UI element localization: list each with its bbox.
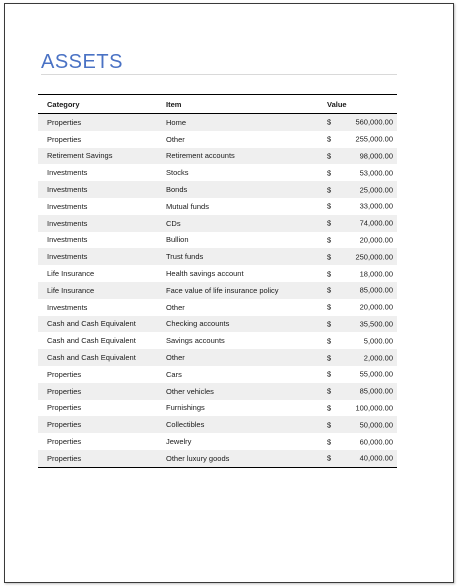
table-row (38, 181, 397, 198)
cell-value (318, 181, 397, 198)
cell-item: Savings accounts (166, 336, 225, 346)
cell-category: Life Insurance (38, 282, 157, 299)
cell-category: Life Insurance (47, 269, 95, 279)
currency-symbol: $ (327, 151, 332, 161)
currency-symbol: $ (327, 218, 332, 228)
table-row (38, 400, 397, 417)
cell-item: Furnishings (166, 403, 205, 413)
cell-category: Properties (47, 403, 82, 413)
currency-symbol: $ (327, 420, 332, 430)
cell-category: Investments (47, 302, 88, 312)
cell-category: Cash and Cash Equivalent (38, 316, 157, 333)
cell-item: Other (166, 134, 185, 144)
currency-symbol: $ (327, 369, 332, 379)
currency-symbol: $ (327, 117, 332, 127)
cell-value (318, 450, 397, 467)
table-row (38, 248, 397, 265)
cell-item: Retirement accounts (157, 148, 318, 165)
value-amount: 40,000.00 (359, 453, 393, 463)
currency-symbol: $ (327, 403, 332, 413)
currency-symbol: $ (327, 201, 332, 211)
table-row (38, 416, 397, 433)
assets-table (38, 94, 397, 468)
currency-symbol: $ (327, 252, 332, 262)
cell-item: CDs (157, 215, 318, 232)
cell-value (318, 215, 397, 232)
cell-category: Properties (47, 437, 82, 447)
cell-value (318, 131, 397, 148)
cell-value (318, 282, 397, 299)
table-row (38, 349, 397, 366)
table-row (38, 232, 397, 249)
cell-value (318, 366, 397, 383)
cell-value (318, 164, 397, 181)
table-row (38, 198, 397, 215)
cell-category: Investments (38, 215, 157, 232)
cell-item: Collectibles (157, 416, 318, 433)
title-divider (41, 74, 397, 75)
cell-item: Other vehicles (157, 383, 318, 400)
currency-symbol: $ (327, 285, 332, 295)
currency-symbol: $ (327, 168, 332, 178)
table-row (38, 148, 397, 165)
cell-value (318, 299, 397, 316)
cell-value (318, 316, 397, 333)
table-row (38, 114, 397, 131)
cell-category: Investments (38, 181, 157, 198)
table-row (38, 131, 397, 148)
cell-value (318, 114, 397, 131)
cell-category: Properties (38, 383, 157, 400)
cell-item: Health savings account (166, 269, 244, 279)
cell-item: Stocks (166, 168, 189, 178)
cell-value (318, 198, 397, 215)
value-amount: 5,000.00 (363, 336, 393, 346)
value-amount: 35,500.00 (359, 319, 393, 329)
table-row (38, 383, 397, 400)
cell-value (318, 433, 397, 450)
currency-symbol: $ (327, 319, 332, 329)
currency-symbol: $ (327, 185, 332, 195)
currency-symbol: $ (327, 302, 332, 312)
cell-value (318, 265, 397, 282)
value-amount: 255,000.00 (355, 134, 393, 144)
header-category: Category (38, 95, 157, 114)
cell-value (318, 349, 397, 366)
currency-symbol: $ (327, 336, 332, 346)
table-row (38, 366, 397, 383)
table-row (38, 433, 397, 450)
currency-symbol: $ (327, 386, 332, 396)
currency-symbol: $ (327, 353, 332, 363)
cell-value (318, 332, 397, 349)
currency-symbol: $ (327, 269, 332, 279)
cell-value (318, 383, 397, 400)
cell-category: Properties (47, 134, 82, 144)
value-amount: 250,000.00 (355, 252, 393, 262)
table-row (38, 299, 397, 316)
table-row (38, 265, 397, 282)
value-amount: 25,000.00 (359, 185, 393, 195)
cell-category: Properties (38, 450, 157, 467)
cell-category: Cash and Cash Equivalent (47, 336, 136, 346)
cell-item: Other (166, 302, 185, 312)
value-amount: 560,000.00 (355, 117, 393, 127)
table-row (38, 316, 397, 333)
cell-category: Investments (47, 235, 88, 245)
value-amount: 53,000.00 (359, 168, 393, 178)
cell-category: Retirement Savings (38, 148, 157, 165)
table-row (38, 332, 397, 349)
currency-symbol: $ (327, 437, 332, 447)
cell-value (318, 400, 397, 417)
currency-symbol: $ (327, 134, 332, 144)
cell-value (318, 416, 397, 433)
value-amount: 55,000.00 (359, 369, 393, 379)
page-title: ASSETS (41, 51, 123, 73)
table-row (38, 215, 397, 232)
value-amount: 100,000.00 (355, 403, 393, 413)
value-amount: 74,000.00 (359, 218, 393, 228)
header-value: Value (318, 95, 397, 114)
cell-category: Properties (47, 369, 82, 379)
cell-item: Bonds (157, 181, 318, 198)
value-amount: 20,000.00 (359, 302, 393, 312)
cell-item: Other (157, 349, 318, 366)
cell-value (318, 232, 397, 249)
cell-item: Bullion (166, 235, 189, 245)
table-row (38, 164, 397, 181)
value-amount: 50,000.00 (359, 420, 393, 430)
table-body (38, 114, 397, 468)
table-header-row (38, 95, 397, 114)
cell-category: Properties (38, 114, 157, 131)
header-item: Item (157, 95, 318, 114)
cell-category: Properties (38, 416, 157, 433)
currency-symbol: $ (327, 235, 332, 245)
cell-category: Cash and Cash Equivalent (38, 349, 157, 366)
cell-item: Jewelry (166, 437, 192, 447)
cell-item: Mutual funds (166, 201, 209, 211)
cell-item: Face value of life insurance policy (157, 282, 318, 299)
currency-symbol: $ (327, 453, 332, 463)
value-amount: 2,000.00 (363, 353, 393, 363)
value-amount: 60,000.00 (359, 437, 393, 447)
cell-item: Checking accounts (157, 316, 318, 333)
value-amount: 98,000.00 (359, 151, 393, 161)
cell-value (318, 148, 397, 165)
cell-category: Investments (47, 201, 88, 211)
table-row (38, 282, 397, 299)
cell-item: Trust funds (157, 248, 318, 265)
cell-item: Other luxury goods (157, 450, 318, 467)
value-amount: 85,000.00 (359, 285, 393, 295)
value-amount: 85,000.00 (359, 386, 393, 396)
cell-category: Investments (38, 248, 157, 265)
value-amount: 20,000.00 (359, 235, 393, 245)
cell-value (318, 248, 397, 265)
document-page (4, 3, 454, 583)
table-row (38, 450, 397, 467)
value-amount: 33,000.00 (359, 201, 393, 211)
value-amount: 18,000.00 (359, 269, 393, 279)
cell-category: Investments (47, 168, 88, 178)
cell-item: Home (157, 114, 318, 131)
cell-item: Cars (166, 369, 182, 379)
